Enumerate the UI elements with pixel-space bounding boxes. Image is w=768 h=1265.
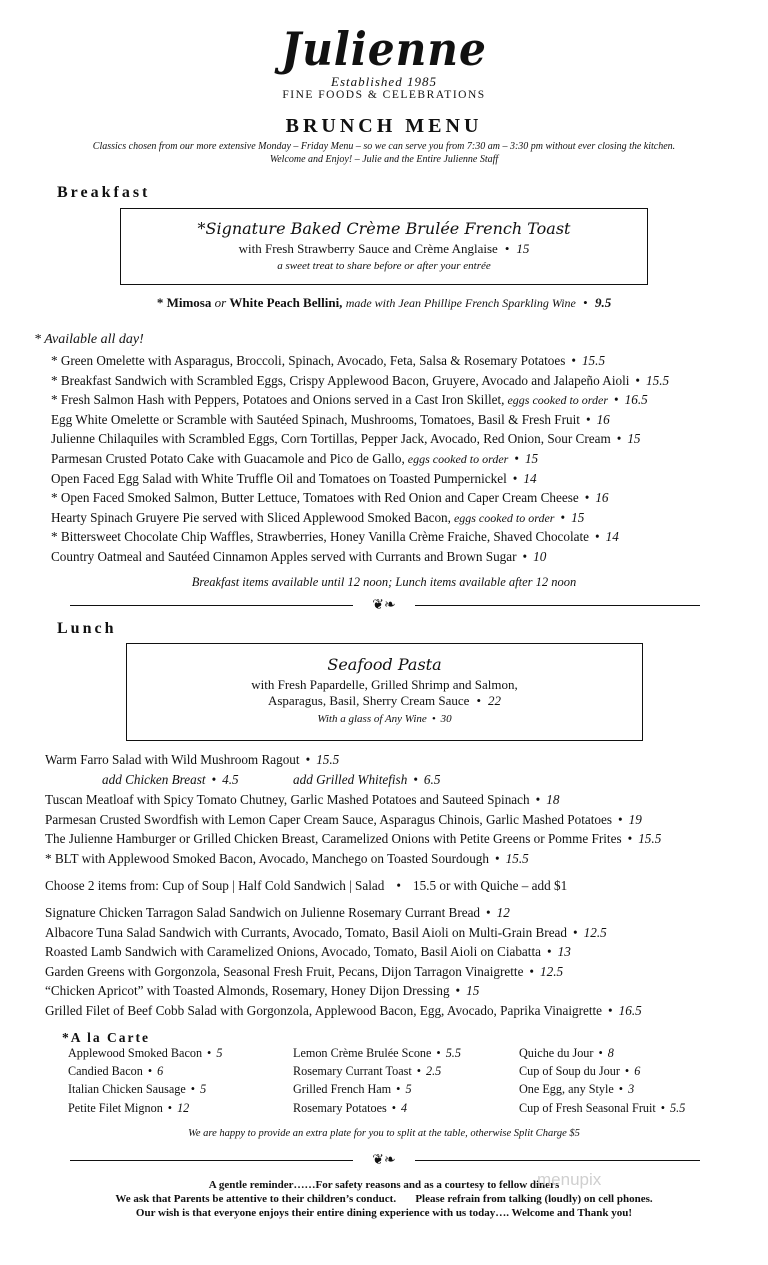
bullet-icon: • xyxy=(627,831,633,847)
item-price: 14 xyxy=(605,529,619,545)
sandwich-item xyxy=(45,964,563,980)
item-text: Julienne Chilaquiles with Scrambled Eggs, Corn Tortillas, Pepper Jack, Avocado, Red Onion, Sour Cream xyxy=(51,431,611,447)
item-text: Parmesan Crusted Potato Cake with Guacamole and Pico de Gallo, xyxy=(51,451,405,466)
bullet-icon: • xyxy=(660,1100,666,1115)
breakfast-item xyxy=(51,490,609,506)
bullet-icon: • xyxy=(207,1046,212,1060)
divider-right-2 xyxy=(415,1160,700,1161)
a-la-carte-item: Quiche du Jour • 8 xyxy=(519,1046,614,1060)
bullet-icon: • xyxy=(571,353,576,368)
bullet-icon: • xyxy=(616,431,622,447)
established-text: Established 1985 xyxy=(331,74,437,89)
breakfast-item xyxy=(51,549,546,565)
a-la-carte-item: Cup of Soup du Jour • 6 xyxy=(519,1064,641,1079)
breakfast-item xyxy=(51,392,648,408)
a-la-carte-item: Petite Filet Mignon • 12 xyxy=(68,1100,190,1115)
breakfast-item xyxy=(51,373,669,389)
item-text: The Julienne Hamburger or Grilled Chicken Breast, Caramelized Onions with Petite Greens or Pomme Frites xyxy=(45,831,622,847)
sandwich-item xyxy=(45,944,571,960)
bullet-icon: • xyxy=(529,963,535,979)
intro-line-2: Welcome and Enjoy! – Julie and the Entire Julienne Staff xyxy=(269,154,499,165)
footer-line-1: A gentle reminder……For safety reasons and as a courtesy to fellow diners xyxy=(208,1179,560,1191)
item-note: eggs cooked to order xyxy=(450,510,555,525)
item-price: 15 xyxy=(466,983,480,999)
bullet-icon: • xyxy=(573,924,578,940)
item-price: 16.5 xyxy=(618,1003,642,1018)
bullet-icon: • xyxy=(512,470,518,486)
bullet-icon: • xyxy=(560,509,566,525)
sandwich-item xyxy=(45,905,510,921)
a-la-carte-item: Applewood Smoked Bacon • 5 xyxy=(68,1046,223,1060)
menu-title: BRUNCH MENU xyxy=(285,115,483,137)
item-price: 13 xyxy=(557,944,571,960)
item-price: 12.5 xyxy=(583,924,607,940)
bullet-icon: • xyxy=(416,1064,422,1079)
feature-line: with Fresh Strawberry Sauce and Crème Anglaise • 15 xyxy=(238,241,530,256)
item-price: 16 xyxy=(595,490,609,506)
item-text: * Bittersweet Chocolate Chip Waffles, Strawberries, Honey Vanilla Crème Fraiche, Shaved Chocolate xyxy=(51,529,590,545)
item-price: 15.5 xyxy=(646,372,670,388)
bullet-icon: • xyxy=(584,490,590,506)
item-price: 16.5 xyxy=(624,392,648,408)
bullet-icon: • xyxy=(486,905,491,920)
a-la-carte-item: Rosemary Currant Toast • 2.5 xyxy=(293,1064,442,1079)
feature-note: a sweet treat to share before or after your entrée xyxy=(277,260,491,272)
a-la-carte-item: Grilled French Ham • 5 xyxy=(293,1082,412,1097)
bullet-icon: • xyxy=(614,392,619,408)
farro-salad-item: Warm Farro Salad with Wild Mushroom Ragout • 15.5 xyxy=(45,752,340,767)
breakfast-item xyxy=(51,353,605,369)
item-text: Albacore Tuna Salad Sandwich with Currants, Avocado, Tomato, Basil Aioli on Multi-Grain Bread xyxy=(45,924,567,940)
bullet-icon: • xyxy=(595,529,600,545)
sandwich-item xyxy=(45,983,479,999)
availability-note: Breakfast items available until 12 noon; Lunch items available after 12 noon xyxy=(191,575,577,589)
bullet-icon: • xyxy=(436,1046,441,1060)
bullet-icon: • xyxy=(147,1064,153,1079)
lunch-item xyxy=(45,792,559,808)
item-price: 10 xyxy=(533,549,547,564)
bullet-icon: • xyxy=(535,792,541,807)
bullet-icon: • xyxy=(455,983,461,999)
lunch-feature-line-2: Asparagus, Basil, Sherry Cream Sauce • 22 xyxy=(267,693,501,708)
available-all-day-label: * Available all day! xyxy=(34,332,144,347)
bullet-icon: • xyxy=(598,1046,603,1060)
item-price: 18 xyxy=(546,792,560,807)
breakfast-item xyxy=(51,529,619,545)
item-price: 15.5 xyxy=(505,850,529,866)
bullet-icon: • xyxy=(391,1100,397,1115)
lunch-feature-note: With a glass of Any Wine • 30 xyxy=(317,713,452,725)
breakfast-item xyxy=(51,451,538,467)
lunch-item xyxy=(45,831,661,847)
split-note: We are happy to provide an extra plate for you to split at the table, otherwise Split Charge $5 xyxy=(188,1128,580,1139)
bullet-icon: • xyxy=(618,1082,624,1097)
item-price: 19 xyxy=(628,811,642,827)
item-text: * Fresh Salmon Hash with Peppers, Potatoes and Onions served in a Cast Iron Skillet, xyxy=(51,392,505,408)
item-text: Parmesan Crusted Swordfish with Lemon Caper Cream Sauce, Asparagus Chinois, Garlic Mashed Potatoes xyxy=(45,811,612,827)
breakfast-item xyxy=(51,412,610,428)
bullet-icon: • xyxy=(190,1082,196,1097)
footer-line-3: Our wish is that everyone enjoys their entire dining experience with us today…. Welcome and Thank you! xyxy=(135,1207,633,1219)
item-text: Tuscan Meatloaf with Spicy Tomato Chutney, Garlic Mashed Potatoes and Sauteed Spinach xyxy=(45,792,530,807)
item-text: * Green Omelette with Asparagus, Broccoli, Spinach, Avocado, Feta, Salsa & Rosemary Potatoes xyxy=(51,353,566,368)
item-text: “Chicken Apricot” with Toasted Almonds, Rosemary, Honey Dijon Dressing xyxy=(45,983,450,999)
bullet-icon: • xyxy=(522,549,528,564)
lunch-item xyxy=(45,812,642,828)
item-price: 15.5 xyxy=(581,353,606,368)
item-text: * Breakfast Sandwich with Scrambled Eggs, Crispy Applewood Bacon, Gruyere, Avocado and Jalapeño Aioli xyxy=(51,372,630,388)
bullet-icon: • xyxy=(396,1082,401,1097)
item-price: 15.5 xyxy=(638,831,662,847)
item-price: 15 xyxy=(571,509,585,525)
lunch-feature-line-1: with Fresh Papardelle, Grilled Shrimp and Salmon, xyxy=(251,677,518,692)
item-text: Grilled Filet of Beef Cobb Salad with Gorgonzola, Applewood Bacon, Egg, Avocado, Paprika Vinaigrette xyxy=(45,1003,603,1018)
restaurant-logo: Julienne xyxy=(281,22,487,76)
addon-whitefish: add Grilled Whitefish • 6.5 xyxy=(293,772,441,787)
lunch-heading: Lunch xyxy=(57,620,117,637)
item-text: Garden Greens with Gorgonzola, Seasonal Fresh Fruit, Pecans, Dijon Tarragon Vinaigrette xyxy=(45,963,524,979)
item-text: Roasted Lamb Sandwich with Caramelized Onions, Avocado, Tomato, Basil Aioli on Ciabatta xyxy=(45,944,541,960)
bullet-icon: • xyxy=(635,372,641,388)
bullet-icon: • xyxy=(167,1100,173,1115)
bullet-icon: • xyxy=(585,411,591,427)
a-la-carte-item: Lemon Crème Brulée Scone • 5.5 xyxy=(293,1046,461,1060)
combo-line: Choose 2 items from: Cup of Soup | Half Cold Sandwich | Salad • 15.5 or with Quiche – add $1 xyxy=(45,878,568,893)
lunch-feature-box xyxy=(126,643,643,741)
item-text: * Open Faced Smoked Salmon, Butter Lettuce, Tomatoes with Red Onion and Caper Cream Cheese xyxy=(51,490,579,506)
divider-left-2 xyxy=(70,1160,353,1161)
breakfast-feature-box xyxy=(120,208,648,285)
a-la-carte-item: Italian Chicken Sausage • 5 xyxy=(68,1082,207,1097)
sandwich-item xyxy=(45,1003,642,1019)
feature-title: *Signature Baked Crème Brulée French Toast xyxy=(197,219,571,238)
item-note: eggs cooked to order xyxy=(404,452,509,466)
item-price: 12 xyxy=(496,905,510,920)
bullet-icon: • xyxy=(617,811,623,827)
drink-line: * Mimosa or White Peach Bellini, made with Jean Phillipe French Sparkling Wine • 9.5 xyxy=(156,295,612,310)
a-la-carte-item: Cup of Fresh Seasonal Fruit • 5.5 xyxy=(519,1100,686,1115)
divider-right xyxy=(415,605,700,606)
lunch-item xyxy=(45,851,529,867)
breakfast-item xyxy=(51,431,641,447)
a-la-carte-heading: *A la Carte xyxy=(62,1030,150,1045)
a-la-carte-item: One Egg, any Style • 3 xyxy=(519,1082,635,1097)
lunch-feature-title: Seafood Pasta xyxy=(327,655,442,674)
bullet-icon: • xyxy=(624,1064,630,1079)
a-la-carte-item: Rosemary Potatoes • 4 xyxy=(293,1100,408,1115)
item-price: 12.5 xyxy=(540,963,564,979)
bullet-icon: • xyxy=(495,850,500,866)
tagline: FINE FOODS & CELEBRATIONS xyxy=(282,89,486,101)
item-note: eggs cooked to order xyxy=(504,393,608,408)
item-text: Egg White Omelette or Scramble with Sautéed Spinach, Mushrooms, Tomatoes, Basil & Fresh Fruit xyxy=(51,411,580,427)
item-text: Hearty Spinach Gruyere Pie served with Sliced Applewood Smoked Bacon, xyxy=(51,509,451,525)
breakfast-item xyxy=(51,471,537,487)
bullet-icon: • xyxy=(546,944,552,960)
intro-line-1: Classics chosen from our more extensive Monday – Friday Menu – so we can serve you from 7:30 am – 3:30 pm without ever closing the kitchen. xyxy=(92,141,676,152)
item-price: 15 xyxy=(627,431,641,447)
divider-left xyxy=(70,605,353,606)
addon-chicken: add Chicken Breast • 4.5 xyxy=(102,772,239,787)
ornament-icon: ❦❧ xyxy=(372,598,396,613)
footer-line-2: We ask that Parents be attentive to their children’s conduct. Please refrain from talking (loudly) on cell phones. xyxy=(115,1193,653,1205)
item-text: Signature Chicken Tarragon Salad Sandwich on Julienne Rosemary Currant Bread xyxy=(45,905,481,920)
item-text: * BLT with Applewood Smoked Bacon, Avocado, Manchego on Toasted Sourdough xyxy=(45,850,489,866)
ornament-icon-2: ❦❧ xyxy=(372,1153,396,1168)
a-la-carte-item: Candied Bacon • 6 xyxy=(68,1064,164,1079)
item-text: Open Faced Egg Salad with White Truffle Oil and Tomatoes on Toasted Pumpernickel xyxy=(51,470,507,486)
item-price: 16 xyxy=(596,411,610,427)
breakfast-heading: Breakfast xyxy=(57,184,151,201)
item-price: 15 xyxy=(524,451,539,466)
item-text: Country Oatmeal and Sautéed Cinnamon Apples served with Currants and Brown Sugar xyxy=(51,549,517,564)
bullet-icon: • xyxy=(514,451,519,466)
bullet-icon: • xyxy=(608,1003,613,1018)
watermark: menupix xyxy=(537,1170,602,1189)
sandwich-item xyxy=(45,925,607,941)
breakfast-item xyxy=(51,510,584,526)
item-price: 14 xyxy=(523,470,537,486)
